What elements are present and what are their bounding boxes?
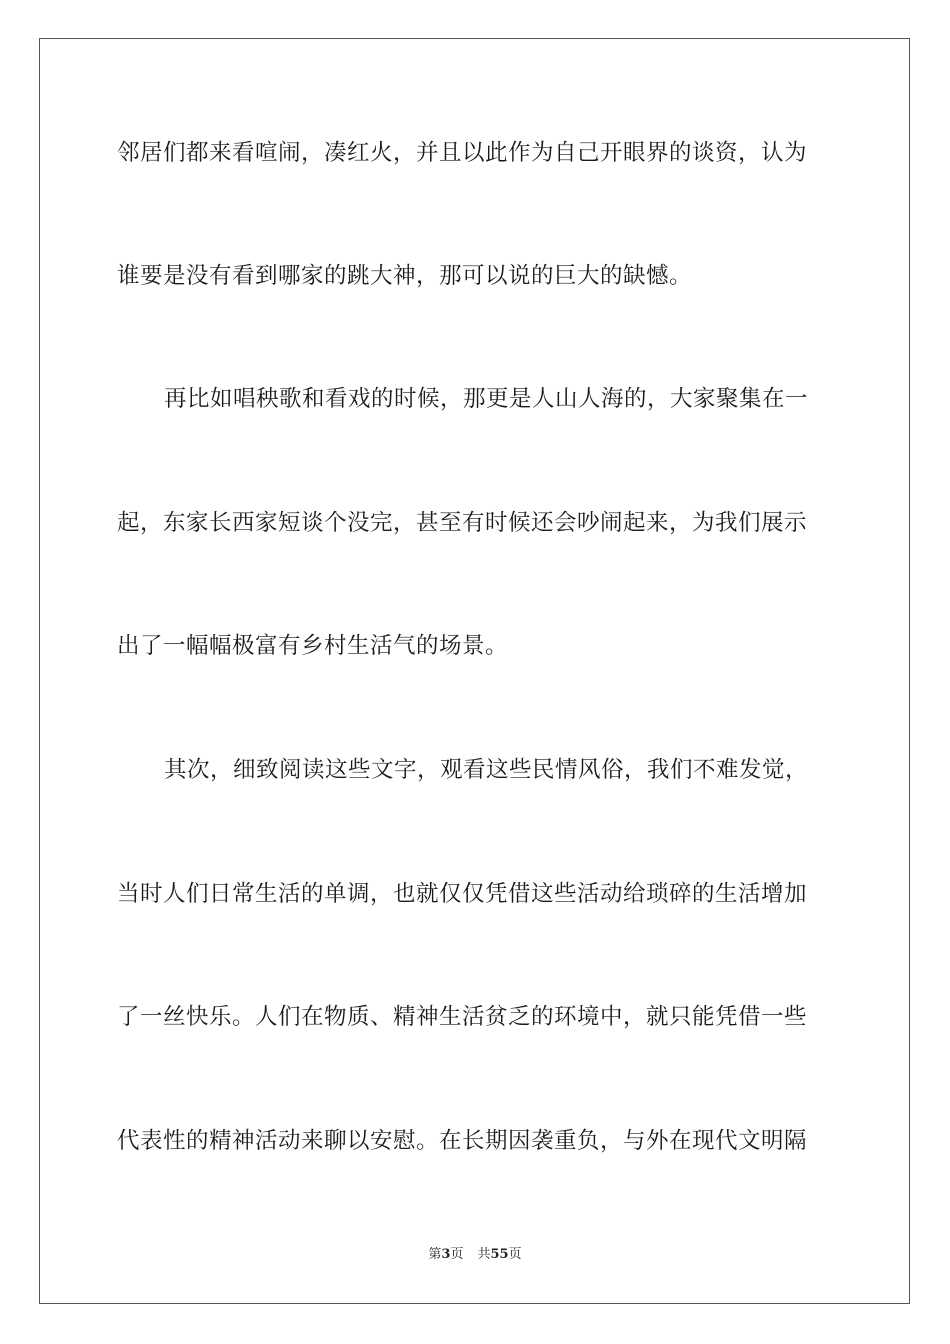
text-line-5: 出了一幅幅极富有乡村生活气的场景。 xyxy=(117,633,509,659)
total-suffix: 页 xyxy=(508,1247,522,1262)
text-line-9: 代表性的精神活动来聊以安慰。在长期因袭重负，与外在现代文明隔 xyxy=(117,1128,808,1154)
page-prefix: 第 xyxy=(428,1247,442,1262)
total-pages: 55 xyxy=(490,1247,509,1262)
text-line-6: 其次，细致阅读这些文字，观看这些民情风俗，我们不难发觉， xyxy=(164,757,809,783)
page-suffix: 页 xyxy=(450,1247,464,1262)
page-border xyxy=(39,38,910,1304)
text-line-3: 再比如唱秧歌和看戏的时候，那更是人山人海的，大家聚集在一 xyxy=(164,386,809,412)
text-line-4: 起，东家长西家短谈个没完，甚至有时候还会吵闹起来，为我们展示 xyxy=(117,510,808,536)
page-footer xyxy=(0,1246,950,1264)
text-line-8: 了一丝快乐。人们在物质、精神生活贫乏的环境中，就只能凭借一些 xyxy=(117,1004,808,1030)
total-prefix: 共 xyxy=(477,1247,491,1262)
page-number: 3 xyxy=(441,1247,451,1262)
text-line-1: 邻居们都来看喧闹，凑红火，并且以此作为自己开眼界的谈资，认为 xyxy=(117,140,808,166)
text-line-2: 谁要是没有看到哪家的跳大神，那可以说的巨大的缺憾。 xyxy=(117,263,693,289)
text-line-7: 当时人们日常生活的单调，也就仅仅凭借这些活动给琐碎的生活增加 xyxy=(117,881,808,907)
